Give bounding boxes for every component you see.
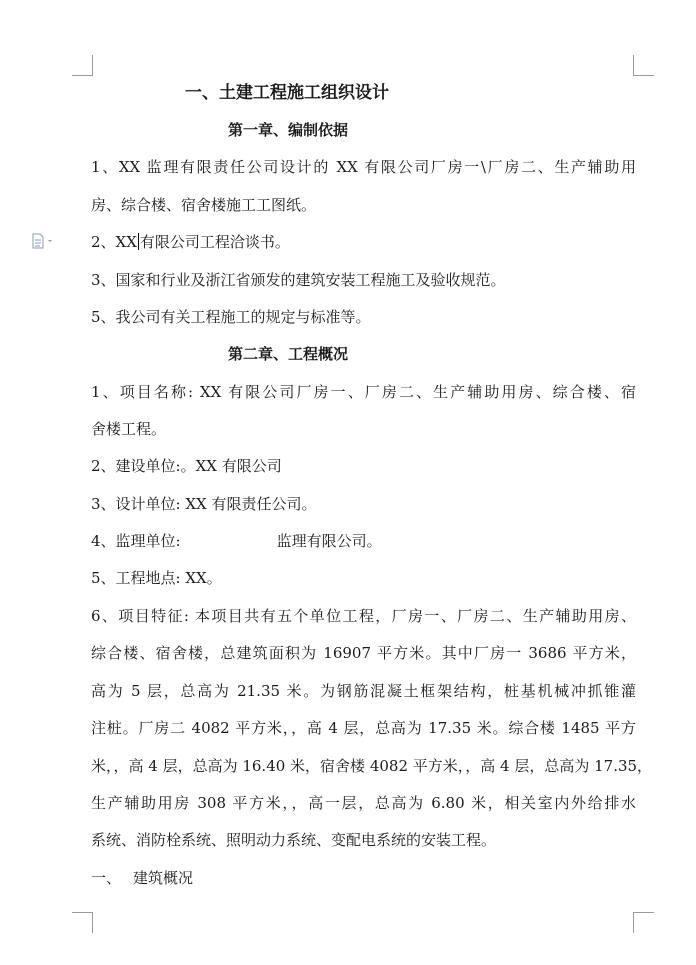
chapter2-item4 [91, 531, 636, 551]
chapter2-item6-line: 注桩。厂房二 4082 平方米，，高 4 层，总高为 17.35 米。综合楼 1485 平方 [91, 719, 636, 737]
chapter1-item5: 5、我公司有关工程施工的规定与标准等。 [91, 308, 371, 326]
chapter2-heading: 第二章、工程概况 [228, 345, 349, 363]
chapter2-item6-line: 生产辅助用房 308 平方米，，高一层，总高为 6.80 米，相关室内外给排水 [91, 794, 636, 812]
text-cursor [138, 233, 139, 250]
chapter1-item1-line2: 房、综合楼、宿舍楼施工工图纸。 [91, 196, 317, 214]
section1-title: 建筑概况 [133, 869, 194, 887]
chapter2-item6-line: 高为 5 层，总高为 21.35 米。为钢筋混凝土框架结构，桩基机械冲抓锥灌 [91, 682, 636, 700]
chapter1-item2-prefix: 2、XX [91, 233, 137, 251]
chapter2-item1-line1: 1、项目名称: XX 有限公司厂房一、厂房二、生产辅助用房、综合楼、宿 [91, 383, 636, 401]
document-title: 一、土建工程施工组织设计 [185, 83, 389, 103]
chapter1-item2 [91, 232, 636, 252]
crop-mark-top-left [72, 55, 93, 76]
crop-mark-bottom-right [633, 912, 654, 933]
chapter1-item1-line1: 1、XX 监理有限责任公司设计的 XX 有限公司厂房一\厂房二、生产辅助用 [91, 158, 636, 176]
chapter2-item6-line: 6、项目特征: 本项目共有五个单位工程，厂房一、厂房二、生产辅助用房、 [91, 607, 636, 625]
chapter1-item2-rest: 有限公司工程洽谈书。 [139, 233, 290, 251]
chapter2-item6-line: 综合楼、宿舍楼，总建筑面积为 16907 平方米。其中厂房一 3686 平方米， [91, 644, 636, 662]
chapter2-item4-label: 4、监理单位: [91, 532, 181, 550]
chapter2-item5: 5、工程地点: XX。 [91, 569, 222, 587]
chapter2-item1-line2: 舍楼工程。 [91, 420, 167, 438]
section1-number: 一、 [91, 869, 122, 887]
crop-mark-bottom-left [72, 912, 93, 933]
chapter2-item4-value: 监理有限公司。 [276, 532, 382, 550]
crop-mark-top-right [633, 55, 654, 76]
chapter2-item6-line: 米，，高 4 层，总高为 16.40 米，宿舍楼 4082 平方米，，高 4 层，总高为 17.35， [91, 757, 653, 775]
paragraph-options-icon[interactable] [31, 233, 57, 249]
section1-heading [91, 868, 636, 888]
chapter1-heading: 第一章、编制依据 [228, 121, 349, 139]
chapter2-item2: 2、建设单位:。XX 有限公司 [91, 457, 282, 475]
chapter2-item6-line: 系统、消防栓系统、照明动力系统、变配电系统的安装工程。 [91, 831, 497, 849]
chapter1-item3: 3、国家和行业及浙江省颁发的建筑安装工程施工及验收规范。 [91, 271, 506, 289]
chapter2-item3: 3、设计单位: XX 有限责任公司。 [91, 495, 317, 513]
